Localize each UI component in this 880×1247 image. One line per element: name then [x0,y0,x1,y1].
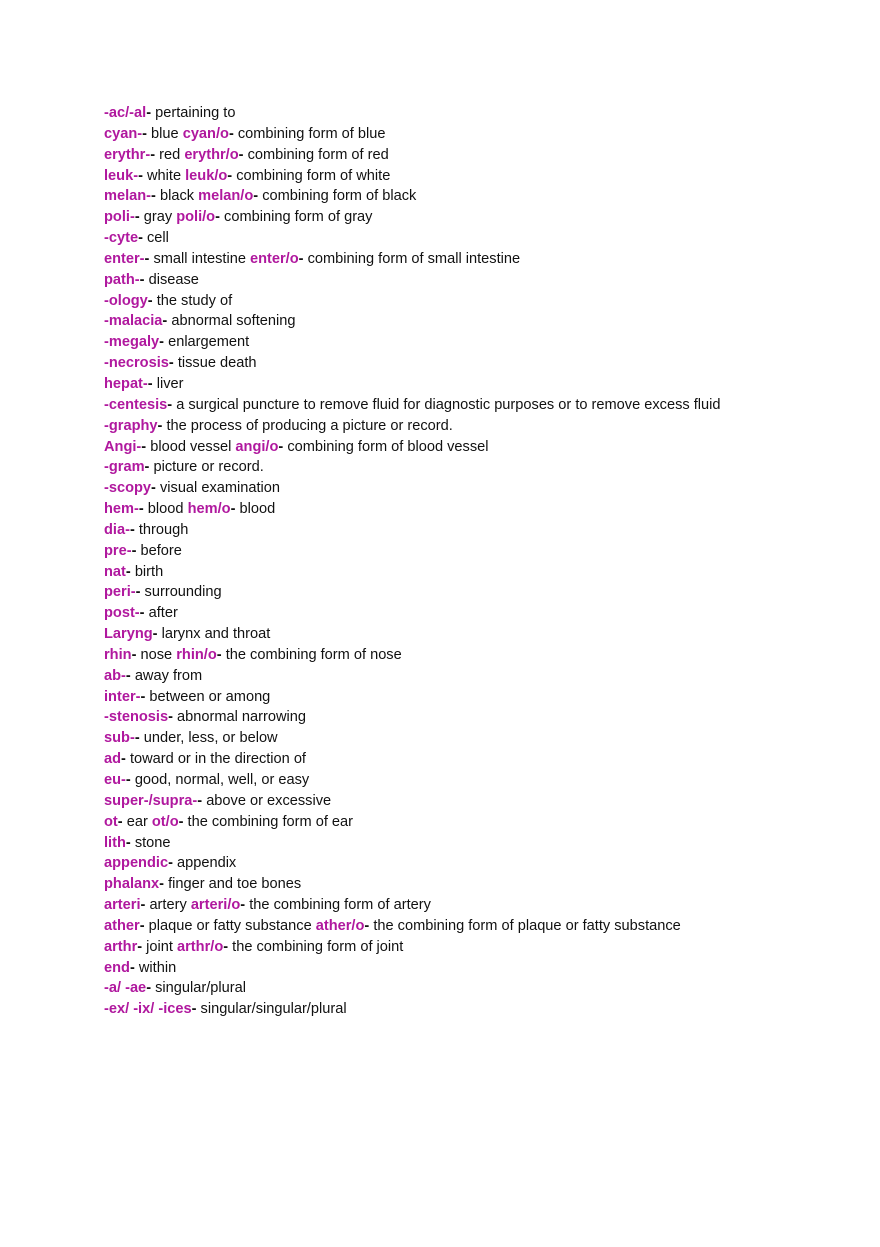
term-separator: - [129,521,135,538]
term: -a/ -ae [104,980,147,997]
term: arteri/o [190,897,241,914]
term: nat [104,563,126,580]
term: leuk- [104,167,139,184]
term: -graphy [104,417,158,434]
definition: abnormal narrowing [172,709,306,726]
term: rhin [104,646,132,663]
glossary-entry [104,437,844,458]
term: -stenosis [104,709,169,726]
glossary-entry [104,332,844,353]
term-separator: - [167,396,173,413]
term-separator: - [228,125,234,142]
definition: the combining form of ear [183,813,354,830]
term: melan- [104,188,152,205]
definition: a surgical puncture to remove fluid for diagnostic purposes or to remove excess fluid [172,396,721,413]
term: end [104,959,130,976]
term-separator: - [125,563,131,580]
term: -megaly [104,334,160,351]
term-separator: - [298,250,304,267]
definition: black [155,188,199,205]
term: ad [104,751,122,768]
term: angi/o [235,438,279,455]
term-separator: - [121,751,126,768]
glossary-entry [104,624,844,645]
definition: between or among [145,688,271,705]
term-separator: - [138,501,144,518]
definition: within [134,959,177,976]
definition: away from [130,667,203,684]
term-separator: - [159,876,165,893]
term-separator: - [216,646,222,663]
glossary-entry [104,958,844,979]
term-separator: - [144,459,150,476]
term: hem/o [187,501,231,518]
term-separator: - [135,584,141,601]
glossary-entry [104,228,844,249]
term-separator: - [139,271,145,288]
definition: good, normal, well, or easy [130,772,310,788]
term: dia- [104,521,130,538]
definition: combining form of gray [219,209,373,226]
term-separator: - [147,375,153,392]
glossary-entry [104,853,844,874]
term: phalanx [104,876,160,893]
term-separator: - [146,980,152,997]
term-separator: - [278,438,284,455]
term: leuk/o [185,167,228,184]
term: cyan- [104,125,143,142]
definition: combining form of blue [233,125,386,142]
term: ot [104,813,118,830]
term-separator: - [151,188,156,205]
definition: birth [130,563,164,580]
definition: abnormal softening [167,313,296,330]
glossary-entry [104,166,844,187]
glossary-entry [104,353,844,374]
term-separator: - [144,250,150,267]
definition: after [144,605,178,622]
term: arthr/o [177,938,224,955]
term-separator: - [215,209,220,226]
definition: picture or record. [149,459,264,476]
term: enter/o [250,250,299,267]
glossary-entry [104,520,844,541]
glossary-entry [104,666,844,687]
term-separator: - [125,834,131,851]
term: ot/o [151,813,179,830]
term: hem- [104,501,139,518]
term: super-/supra- [104,792,198,809]
glossary-entry [104,937,844,958]
definition: singular/plural [151,980,246,997]
glossary-entry [104,207,844,228]
term-separator: - [230,501,236,518]
term-separator: - [227,167,233,184]
glossary-entry [104,895,844,916]
term: erythr- [104,146,151,163]
term: enter- [104,250,145,267]
term: post- [104,605,140,622]
glossary-entry [104,186,844,207]
term-separator: - [240,897,246,914]
term: -ac/-al [104,105,147,121]
definition: visual examination [155,480,281,497]
definition: combining form of white [232,167,391,184]
definition: appendix [172,855,237,872]
term-separator: - [168,355,174,372]
term-separator: - [117,813,123,830]
definition: the study of [152,292,233,309]
definition: singular/singular/plural [196,1001,347,1018]
definition: liver [152,375,184,392]
term: arthr [104,938,138,955]
term: rhin/o [176,646,217,663]
term: Angi- [104,438,142,455]
definition: small intestine [149,250,250,267]
glossary-entry [104,395,844,416]
term-separator: - [157,417,163,434]
term: inter- [104,688,141,705]
term-separator: - [152,626,158,643]
glossary-entry [104,499,844,520]
term-separator: - [125,667,131,684]
term-separator: - [139,605,145,622]
glossary-entry [104,749,844,770]
term: -ex/ -ix/ -ices [104,1001,192,1018]
definition: plaque or fatty substance [144,917,316,934]
term-separator: - [159,334,165,351]
glossary-entry [104,311,844,332]
definition: ear [122,813,152,830]
definition: blood [235,501,276,518]
definition: pertaining to [151,105,236,121]
glossary-entry [104,978,844,999]
definition: cell [142,230,169,247]
definition: gray [139,209,177,226]
glossary-entry [104,541,844,562]
definition: the combining form of plaque or fatty substance [369,917,681,934]
glossary-entry [104,103,844,124]
definition: larynx and throat [157,626,271,643]
definition: combining form of red [243,146,389,163]
term-separator: - [140,688,146,705]
term: poli- [104,209,135,226]
glossary-entry [104,145,844,166]
glossary-entry [104,874,844,895]
glossary-entry [104,562,844,583]
term-separator: - [125,772,131,788]
term-separator: - [150,146,156,163]
term: pre- [104,542,132,559]
glossary-entry [104,999,844,1020]
glossary-entry [104,770,844,791]
glossary-entry [104,582,844,603]
definition: the process of producing a picture or record. [162,417,453,434]
term: -ology [104,292,148,309]
term-separator: - [129,959,135,976]
definition: the combining form of nose [221,646,402,663]
definition: blood vessel [146,438,236,455]
glossary-entry [104,687,844,708]
medical-terms-glossary [104,103,844,1020]
term-separator: - [131,646,137,663]
definition: the combining form of artery [245,897,431,914]
term-separator: - [138,230,143,247]
term-separator: - [168,855,173,872]
definition: blue [147,125,183,142]
term: eu- [104,772,126,788]
glossary-entry [104,249,844,270]
definition: surrounding [140,584,222,601]
glossary-entry [104,791,844,812]
glossary-entry [104,916,844,937]
glossary-entry [104,645,844,666]
term-separator: - [197,792,203,809]
definition: combining form of blood vessel [283,438,489,455]
term-separator: - [178,813,184,830]
term: -scopy [104,480,152,497]
term-separator: - [364,917,370,934]
term: -malacia [104,313,163,330]
term-separator: - [191,1001,197,1018]
term: lith [104,834,126,851]
term: ab- [104,667,126,684]
definition: enlargement [164,334,250,351]
glossary-entry [104,707,844,728]
term: arteri [104,897,141,914]
term-separator: - [253,188,259,205]
definition: disease [144,271,199,288]
definition: joint [142,938,178,955]
term: melan/o [198,188,254,205]
term-separator: - [238,146,244,163]
term-separator: - [138,167,143,184]
term: -necrosis [104,355,169,372]
glossary-entry [104,603,844,624]
term: -gram [104,459,145,476]
glossary-entry [104,728,844,749]
term-separator: - [168,709,173,726]
definition: combining form of small intestine [303,250,521,267]
term-separator: - [140,897,146,914]
term: erythr/o [184,146,239,163]
term: peri- [104,584,136,601]
term: cyan/o [182,125,229,142]
term: Laryng [104,626,153,643]
definition: above or excessive [202,792,332,809]
glossary-entry [104,124,844,145]
term-separator: - [146,105,152,121]
term-separator: - [141,438,147,455]
term-separator: - [134,730,140,747]
term: poli/o [176,209,216,226]
term-separator: - [223,938,229,955]
glossary-entry [104,833,844,854]
definition: artery [145,897,191,914]
glossary-entry [104,812,844,833]
term-separator: - [151,480,156,497]
definition: tissue death [173,355,257,372]
term: sub- [104,730,135,747]
glossary-entry [104,416,844,437]
glossary-entry [104,270,844,291]
term-separator: - [162,313,168,330]
term: -cyte [104,230,139,247]
definition: through [134,521,189,538]
term: path- [104,271,140,288]
definition: white [142,167,186,184]
definition: combining form of black [258,188,417,205]
definition: before [136,542,182,559]
definition: toward or in the direction of [125,751,306,768]
term-separator: - [137,938,143,955]
term-separator: - [147,292,153,309]
term: ather/o [315,917,365,934]
glossary-entry [104,457,844,478]
definition: finger and toe bones [164,876,302,893]
term: ather [104,917,140,934]
term-separator: - [131,542,137,559]
definition: under, less, or below [139,730,278,747]
definition: red [155,146,185,163]
glossary-entry [104,374,844,395]
term-separator: - [134,209,140,226]
term-separator: - [142,125,147,142]
definition: nose [136,646,177,663]
term: hepat- [104,375,148,392]
definition: stone [130,834,171,851]
term-separator: - [139,917,145,934]
term: appendic [104,855,169,872]
definition: the combining form of joint [228,938,404,955]
glossary-entry [104,478,844,499]
definition: blood [143,501,188,518]
glossary-entry [104,291,844,312]
term: -centesis [104,396,168,413]
